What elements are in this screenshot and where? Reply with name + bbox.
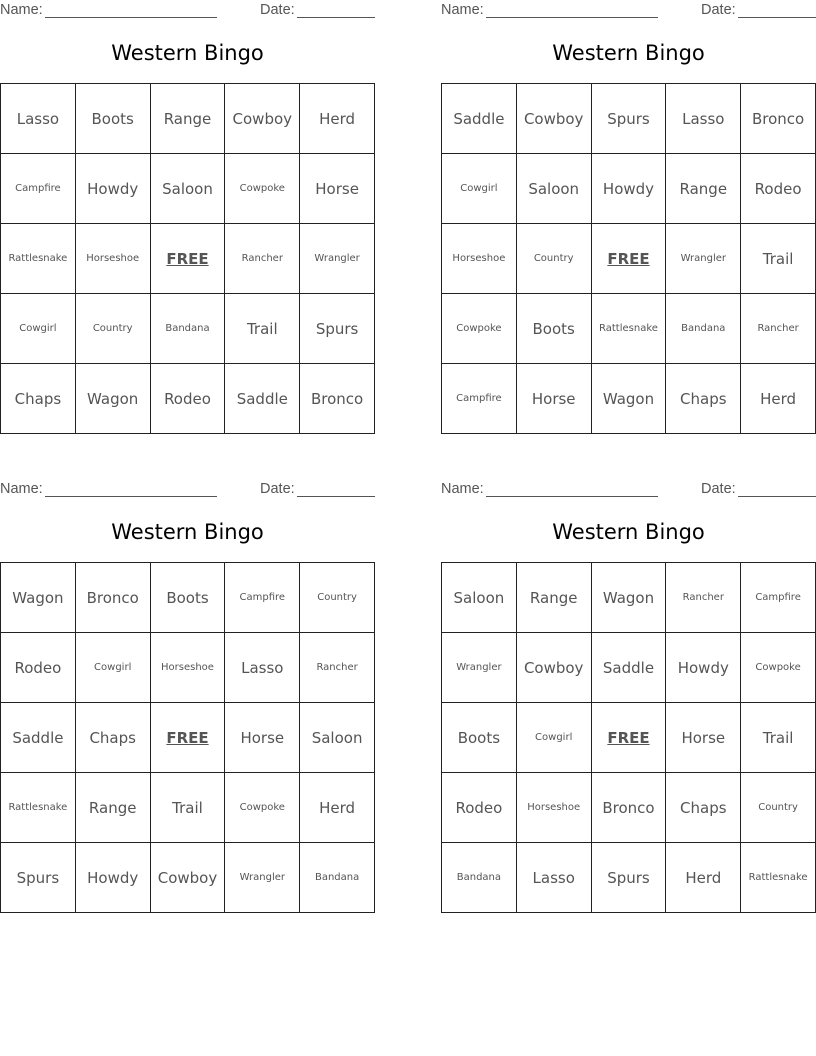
bingo-cell: Wagon [592, 364, 667, 434]
bingo-cell: Campfire [741, 563, 816, 633]
bingo-cell: Trail [151, 773, 226, 843]
bingo-cell: Trail [741, 224, 816, 294]
bingo-cell: Rodeo [442, 773, 517, 843]
bingo-cell: Wrangler [666, 224, 741, 294]
bingo-cell: Rattlesnake [1, 773, 76, 843]
bingo-cell: Chaps [1, 364, 76, 434]
bingo-cell: Cowpoke [442, 294, 517, 364]
bingo-grid [441, 562, 816, 913]
bingo-cell: Horseshoe [442, 224, 517, 294]
bingo-cell: Saloon [517, 154, 592, 224]
bingo-cell: Horseshoe [151, 633, 226, 703]
date-label: Date: [260, 2, 295, 18]
bingo-cell: Horseshoe [517, 773, 592, 843]
bingo-cell: Bandana [442, 843, 517, 913]
bingo-cell: Rattlesnake [592, 294, 667, 364]
bingo-cell: Wagon [1, 563, 76, 633]
bingo-cell: Wrangler [225, 843, 300, 913]
date-label: Date: [260, 481, 295, 497]
bingo-cell: Rancher [741, 294, 816, 364]
bingo-cell: Country [741, 773, 816, 843]
date-label: Date: [701, 481, 736, 497]
bingo-cell: Boots [76, 84, 151, 154]
name-date-row [0, 481, 375, 499]
bingo-cell: Saddle [1, 703, 76, 773]
bingo-cell: Range [517, 563, 592, 633]
bingo-cell: Range [666, 154, 741, 224]
bingo-cell: Cowpoke [225, 773, 300, 843]
bingo-cell: Rancher [666, 563, 741, 633]
bingo-cell: Spurs [1, 843, 76, 913]
bingo-cell: Howdy [592, 154, 667, 224]
bingo-cell: Horse [225, 703, 300, 773]
bingo-cell: Lasso [517, 843, 592, 913]
bingo-cell: Chaps [666, 364, 741, 434]
bingo-cell: Saddle [225, 364, 300, 434]
bingo-cell: Range [151, 84, 226, 154]
bingo-cell: Bronco [76, 563, 151, 633]
bingo-cell: Trail [741, 703, 816, 773]
date-blank-line [297, 496, 375, 497]
bingo-cell: Cowpoke [225, 154, 300, 224]
name-date-row [441, 481, 816, 499]
name-date-row [0, 2, 375, 20]
bingo-cell: Bandana [300, 843, 375, 913]
bingo-cell: Rancher [300, 633, 375, 703]
bingo-cell: Bronco [592, 773, 667, 843]
bingo-cell: Chaps [666, 773, 741, 843]
card-title: Western Bingo [552, 520, 705, 544]
bingo-cell: Boots [517, 294, 592, 364]
card-title: Western Bingo [111, 520, 264, 544]
bingo-cell: Howdy [76, 843, 151, 913]
date-blank-line [297, 17, 375, 18]
bingo-cell: Rattlesnake [1, 224, 76, 294]
bingo-cell: Horse [517, 364, 592, 434]
card-title: Western Bingo [552, 41, 705, 65]
bingo-cell: Rodeo [151, 364, 226, 434]
bingo-cell: Cowgirl [76, 633, 151, 703]
date-blank-line [738, 17, 816, 18]
bingo-cell: Rodeo [1, 633, 76, 703]
bingo-cell: Wrangler [442, 633, 517, 703]
date-label: Date: [701, 2, 736, 18]
bingo-cell: Bandana [666, 294, 741, 364]
bingo-cell: Spurs [300, 294, 375, 364]
bingo-cell: Cowboy [517, 633, 592, 703]
bingo-cell: Cowgirl [1, 294, 76, 364]
free-space: FREE [592, 703, 667, 773]
bingo-cell: Cowgirl [442, 154, 517, 224]
bingo-cell: Country [300, 563, 375, 633]
bingo-cell: Bandana [151, 294, 226, 364]
name-date-row [441, 2, 816, 20]
bingo-grid [0, 562, 375, 913]
bingo-grid [0, 83, 375, 434]
bingo-cell: Lasso [225, 633, 300, 703]
bingo-cell: Cowboy [517, 84, 592, 154]
name-blank-line [45, 17, 217, 18]
bingo-cell: Campfire [225, 563, 300, 633]
bingo-cell: Cowboy [151, 843, 226, 913]
bingo-cell: Herd [666, 843, 741, 913]
name-blank-line [486, 496, 658, 497]
bingo-cell: Bronco [300, 364, 375, 434]
bingo-cell: Herd [741, 364, 816, 434]
date-blank-line [738, 496, 816, 497]
bingo-grid [441, 83, 816, 434]
bingo-cell: Spurs [592, 84, 667, 154]
free-space: FREE [151, 703, 226, 773]
bingo-cell: Saddle [442, 84, 517, 154]
bingo-cell: Country [76, 294, 151, 364]
bingo-cell: Rodeo [741, 154, 816, 224]
bingo-cell: Campfire [1, 154, 76, 224]
bingo-cell: Cowgirl [517, 703, 592, 773]
bingo-cell: Bronco [741, 84, 816, 154]
bingo-cell: Horseshoe [76, 224, 151, 294]
bingo-cell: Lasso [1, 84, 76, 154]
bingo-cell: Spurs [592, 843, 667, 913]
bingo-cell: Boots [151, 563, 226, 633]
bingo-cell: Saddle [592, 633, 667, 703]
name-label: Name: [0, 481, 43, 497]
bingo-cell: Trail [225, 294, 300, 364]
bingo-cell: Horse [666, 703, 741, 773]
name-blank-line [486, 17, 658, 18]
name-label: Name: [441, 481, 484, 497]
bingo-cell: Saloon [300, 703, 375, 773]
bingo-cell: Rancher [225, 224, 300, 294]
bingo-cell: Lasso [666, 84, 741, 154]
bingo-cell: Campfire [442, 364, 517, 434]
free-space: FREE [592, 224, 667, 294]
bingo-cell: Chaps [76, 703, 151, 773]
bingo-cell: Wagon [592, 563, 667, 633]
bingo-cell: Rattlesnake [741, 843, 816, 913]
bingo-cell: Herd [300, 84, 375, 154]
name-label: Name: [0, 2, 43, 18]
bingo-cell: Howdy [666, 633, 741, 703]
bingo-cell: Wrangler [300, 224, 375, 294]
bingo-cell: Saloon [151, 154, 226, 224]
bingo-cell: Cowboy [225, 84, 300, 154]
bingo-cell: Saloon [442, 563, 517, 633]
bingo-cell: Country [517, 224, 592, 294]
bingo-cell: Range [76, 773, 151, 843]
bingo-cell: Wagon [76, 364, 151, 434]
name-label: Name: [441, 2, 484, 18]
bingo-cell: Howdy [76, 154, 151, 224]
bingo-cell: Herd [300, 773, 375, 843]
bingo-cell: Cowpoke [741, 633, 816, 703]
card-title: Western Bingo [111, 41, 264, 65]
bingo-cell: Horse [300, 154, 375, 224]
name-blank-line [45, 496, 217, 497]
bingo-cell: Boots [442, 703, 517, 773]
free-space: FREE [151, 224, 226, 294]
